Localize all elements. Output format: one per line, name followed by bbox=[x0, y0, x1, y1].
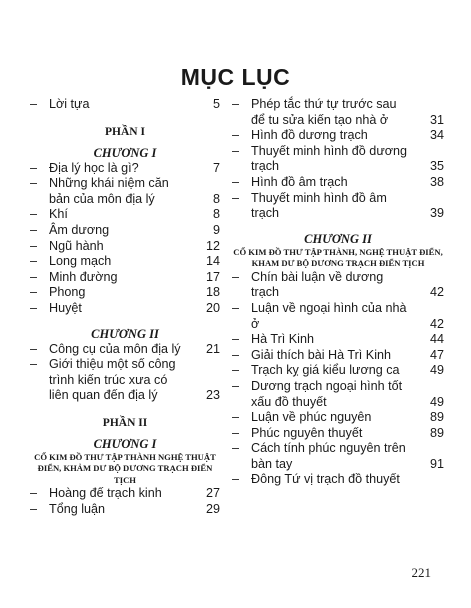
entry-page: 49 bbox=[429, 363, 444, 378]
entry-page: 9 bbox=[212, 222, 220, 237]
entry-title: Giải thích bài Hà Trì Kinh bbox=[251, 347, 391, 362]
toc-entry bbox=[232, 301, 444, 332]
toc-entry bbox=[30, 161, 220, 177]
entry-title: Khí bbox=[49, 207, 68, 222]
toc-entry bbox=[232, 128, 444, 144]
entry-title: Chín bài luận về dương trạch bbox=[251, 269, 384, 300]
entry-dash: – bbox=[30, 357, 38, 372]
entry-page: 12 bbox=[205, 238, 220, 253]
entry-dash: – bbox=[232, 378, 240, 393]
entry-title: Tổng luận bbox=[49, 502, 106, 516]
toc-entry bbox=[30, 270, 220, 286]
entry-dash: – bbox=[232, 472, 240, 487]
entry-title: Công cụ của môn địa lý bbox=[49, 341, 181, 356]
section-subtitle: CỔ KIM ĐỒ THƯ TẬP THÀNH NGHỆ THUẬT ĐIỂN, KHẢM DƯ BỘ DƯƠNG TRẠCH ĐIỂN TỊCH bbox=[34, 451, 216, 485]
entry-page: 35 bbox=[429, 159, 444, 174]
entry-page: 21 bbox=[205, 341, 220, 356]
entry-title: Phúc nguyên thuyết bbox=[251, 425, 363, 440]
chapter-heading: CHƯƠNG I bbox=[93, 145, 157, 160]
entry-title: Âm dương bbox=[49, 222, 110, 237]
entry-page: 23 bbox=[205, 388, 220, 403]
entry-title: Thuyết minh hình đồ âm trạch bbox=[251, 190, 387, 221]
entry-dash: – bbox=[232, 332, 240, 347]
toc-entry bbox=[30, 285, 220, 301]
entry-title: Giới thiệu một số công trình kiến trúc xưa có liên quan đến địa lý bbox=[49, 357, 176, 403]
entry-title: Hà Trì Kinh bbox=[251, 332, 314, 347]
toc-entry bbox=[232, 97, 444, 128]
entry-title: Long mạch bbox=[49, 254, 112, 269]
entry-title: Thuyết minh hình đồ dương trạch bbox=[251, 143, 408, 174]
toc-entry bbox=[30, 342, 220, 358]
toc-entry bbox=[232, 191, 444, 222]
entry-dash: – bbox=[30, 486, 38, 501]
entry-page: 47 bbox=[429, 347, 444, 362]
entry-page: 17 bbox=[205, 269, 220, 284]
entry-page: 7 bbox=[212, 160, 220, 175]
entry-page: 89 bbox=[429, 410, 444, 425]
toc-entry bbox=[30, 301, 220, 317]
entry-title: Luận về phúc nguyên bbox=[251, 410, 372, 425]
entry-dash: – bbox=[232, 269, 240, 284]
entry-page: 8 bbox=[212, 191, 220, 206]
entry-page: 42 bbox=[429, 316, 444, 331]
toc-entry bbox=[30, 207, 220, 223]
entry-dash: – bbox=[232, 143, 240, 158]
entry-page: 29 bbox=[205, 502, 220, 516]
entry-page: 91 bbox=[429, 456, 444, 471]
entry-page: 49 bbox=[429, 394, 444, 409]
entry-dash: – bbox=[30, 269, 38, 284]
entry-page: 8 bbox=[212, 207, 220, 222]
entry-title: Huyệt bbox=[49, 300, 82, 315]
toc-entry bbox=[232, 472, 444, 488]
chapter-heading: CHƯƠNG II bbox=[91, 326, 159, 341]
entry-title: Hình đồ dương trạch bbox=[251, 128, 368, 143]
entry-dash: – bbox=[232, 128, 240, 143]
entry-dash: – bbox=[30, 254, 38, 269]
entry-page: 42 bbox=[429, 285, 444, 300]
entry-dash: – bbox=[232, 300, 240, 315]
entry-title: Minh đường bbox=[49, 269, 118, 284]
entry-title: Dương trạch ngoại hình tốt xấu đồ thuyết bbox=[251, 378, 403, 409]
entry-dash: – bbox=[30, 176, 38, 191]
toc-entry bbox=[30, 486, 220, 502]
entry-page: 27 bbox=[205, 486, 220, 501]
part-heading: PHẦN II bbox=[102, 416, 148, 429]
toc-entry bbox=[30, 223, 220, 239]
entry-page: 31 bbox=[429, 112, 444, 127]
entry-dash: – bbox=[232, 190, 240, 205]
entry-dash: – bbox=[30, 222, 38, 237]
entry-page: 39 bbox=[429, 206, 444, 221]
entry-dash: – bbox=[30, 300, 38, 315]
entry-dash: – bbox=[30, 238, 38, 253]
toc-entry bbox=[30, 254, 220, 270]
part-heading: PHẦN I bbox=[105, 125, 145, 138]
toc-entry bbox=[232, 175, 444, 191]
entry-title: Trạch kỵ giá kiểu lương ca bbox=[251, 363, 400, 378]
entry-title: Hình đồ âm trạch bbox=[251, 174, 348, 189]
entry-title: Những khái niệm căn bản của môn địa lý bbox=[49, 176, 169, 206]
toc-entry bbox=[232, 270, 444, 301]
toc-entry bbox=[232, 410, 444, 426]
toc-entry bbox=[30, 239, 220, 255]
entry-page: 20 bbox=[205, 300, 220, 315]
entry-dash: – bbox=[232, 441, 240, 456]
entry-dash: – bbox=[30, 207, 38, 222]
entry-dash: – bbox=[30, 160, 38, 175]
toc-entry bbox=[232, 348, 444, 364]
entry-dash: – bbox=[30, 97, 38, 111]
toc-entry bbox=[232, 363, 444, 379]
entry-page: 34 bbox=[429, 128, 444, 143]
toc-entry bbox=[232, 379, 444, 410]
section-subtitle: CỔ KIM ĐỒ THƯ TẬP THÀNH, NGHỆ THUẬT ĐIỂN, KHAM DƯ BỘ DƯƠNG TRẠCH ĐIỂN TỊCH bbox=[233, 246, 443, 269]
entry-title: Phép tắc thứ tự trước sau để tu sửa kiến tạo nhà ở bbox=[251, 97, 397, 127]
entry-title: Phong bbox=[49, 285, 86, 300]
chapter-heading: CHƯƠNG II bbox=[304, 231, 372, 246]
toc-left-column bbox=[30, 97, 220, 518]
page-title: MỤC LỤC bbox=[180, 64, 291, 90]
entry-dash: – bbox=[232, 174, 240, 189]
entry-dash: – bbox=[232, 347, 240, 362]
entry-dash: – bbox=[232, 363, 240, 378]
entry-title: Đông Tứ vị trạch đồ thuyết bbox=[251, 472, 400, 487]
entry-dash: – bbox=[30, 502, 38, 516]
toc-entry bbox=[30, 97, 220, 113]
entry-title: Cách tính phúc nguyên trên bàn tay bbox=[251, 441, 406, 471]
entry-dash: – bbox=[30, 285, 38, 300]
entry-title: Địa lý học là gì? bbox=[49, 160, 139, 175]
entry-page: 18 bbox=[205, 285, 220, 300]
toc-entry bbox=[232, 426, 444, 442]
entry-title: Hoàng đế trạch kinh bbox=[49, 486, 162, 501]
entry-page: 14 bbox=[205, 254, 220, 269]
toc-entry bbox=[30, 502, 220, 518]
toc-entry bbox=[232, 332, 444, 348]
entry-title: Lời tựa bbox=[49, 97, 90, 111]
entry-dash: – bbox=[232, 97, 240, 111]
entry-title: Ngũ hành bbox=[49, 238, 104, 253]
entry-page: 89 bbox=[429, 425, 444, 440]
entry-page: 44 bbox=[429, 332, 444, 347]
toc-right-column bbox=[232, 97, 444, 488]
page-number: 221 bbox=[411, 565, 431, 580]
toc-entry bbox=[30, 357, 220, 404]
entry-page: 38 bbox=[429, 174, 444, 189]
entry-title: Luận về ngoại hình của nhà ở bbox=[251, 300, 407, 331]
entry-dash: – bbox=[232, 410, 240, 425]
chapter-heading: CHƯƠNG I bbox=[93, 436, 157, 451]
entry-page: 5 bbox=[212, 97, 220, 111]
entry-dash: – bbox=[30, 341, 38, 356]
entry-dash: – bbox=[232, 425, 240, 440]
toc-entry bbox=[232, 441, 444, 472]
toc-entry bbox=[30, 176, 220, 207]
toc-entry bbox=[232, 144, 444, 175]
